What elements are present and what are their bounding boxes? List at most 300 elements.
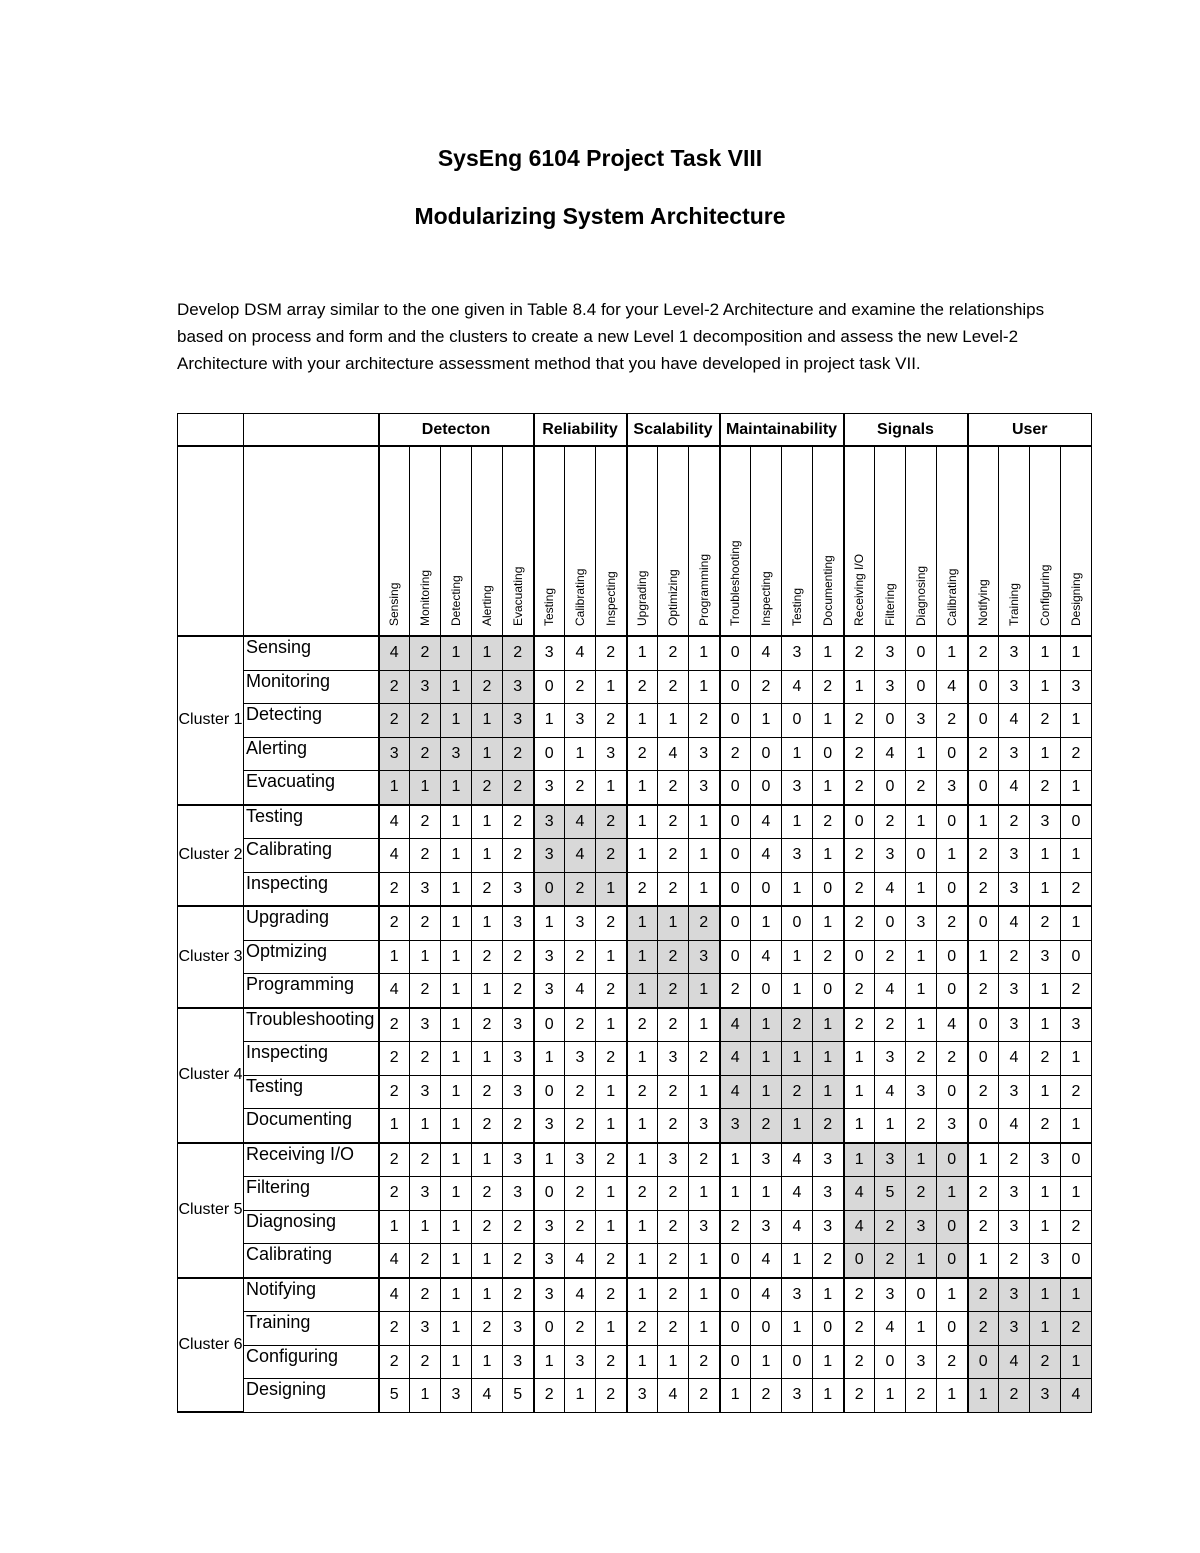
dsm-cell: 1	[813, 1345, 844, 1379]
dsm-cell: 1	[441, 1075, 472, 1109]
dsm-cell: 4	[751, 636, 782, 670]
dsm-cell: 2	[968, 1278, 999, 1312]
dsm-cell: 2	[596, 1042, 627, 1076]
dsm-cell: 1	[813, 636, 844, 670]
row-label: Inspecting	[244, 1042, 379, 1076]
dsm-cell: 3	[813, 1143, 844, 1177]
dsm-cell: 0	[720, 771, 751, 805]
dsm-cell: 2	[410, 1345, 441, 1379]
dsm-cell: 1	[534, 906, 565, 940]
dsm-cell: 3	[503, 1177, 534, 1211]
dsm-cell: 1	[441, 1278, 472, 1312]
dsm-cell: 2	[627, 737, 658, 771]
dsm-row	[178, 1244, 1092, 1278]
dsm-cell: 2	[658, 1075, 689, 1109]
dsm-cell: 1	[751, 906, 782, 940]
dsm-cell: 1	[1061, 1177, 1092, 1211]
row-label: Diagnosing	[244, 1210, 379, 1244]
dsm-cell: 4	[999, 1109, 1030, 1143]
dsm-cell: 2	[1061, 1075, 1092, 1109]
dsm-cell: 0	[875, 704, 906, 738]
dsm-cell: 1	[689, 1075, 720, 1109]
dsm-cell: 4	[658, 737, 689, 771]
dsm-row	[178, 1042, 1092, 1076]
dsm-cell: 1	[379, 1210, 410, 1244]
dsm-cell: 0	[937, 1143, 968, 1177]
dsm-cell: 2	[472, 1177, 503, 1211]
dsm-cell: 0	[720, 839, 751, 873]
dsm-cell: 3	[1030, 940, 1061, 974]
dsm-cell: 1	[906, 1143, 937, 1177]
dsm-cell: 3	[875, 1278, 906, 1312]
dsm-cell: 2	[627, 1312, 658, 1346]
dsm-cell: 2	[968, 1312, 999, 1346]
dsm-cell: 1	[720, 1379, 751, 1413]
dsm-cell: 3	[999, 974, 1030, 1008]
dsm-cell: 0	[1061, 805, 1092, 839]
dsm-cell: 2	[1030, 771, 1061, 805]
column-header	[999, 446, 1030, 636]
dsm-cell: 1	[906, 1008, 937, 1042]
dsm-cell: 2	[596, 1379, 627, 1413]
dsm-cell: 2	[875, 1244, 906, 1278]
dsm-cell: 0	[906, 670, 937, 704]
cluster-label: Cluster 6	[178, 1278, 244, 1413]
dsm-cell: 1	[782, 1042, 813, 1076]
dsm-cell: 3	[1030, 1379, 1061, 1413]
dsm-cell: 1	[472, 1042, 503, 1076]
column-header-label: Upgrading	[635, 570, 650, 626]
dsm-cell: 2	[596, 974, 627, 1008]
dsm-cell: 2	[1030, 906, 1061, 940]
dsm-cell: 1	[627, 906, 658, 940]
dsm-cell: 1	[379, 771, 410, 805]
dsm-cell: 4	[751, 1244, 782, 1278]
dsm-cell: 3	[565, 704, 596, 738]
dsm-cell: 2	[658, 1312, 689, 1346]
dsm-cell: 3	[410, 1312, 441, 1346]
column-header	[875, 446, 906, 636]
dsm-cell: 1	[844, 670, 875, 704]
dsm-cell: 3	[410, 670, 441, 704]
dsm-cell: 4	[937, 670, 968, 704]
dsm-cell: 2	[844, 1008, 875, 1042]
dsm-cell: 1	[596, 872, 627, 906]
dsm-cell: 1	[844, 1042, 875, 1076]
dsm-cell: 2	[472, 670, 503, 704]
cluster-label: Cluster 3	[178, 906, 244, 1008]
dsm-cell: 2	[813, 1244, 844, 1278]
column-group-header: Maintainability	[720, 414, 844, 447]
dsm-cell: 1	[906, 872, 937, 906]
dsm-cell: 2	[720, 1210, 751, 1244]
dsm-cell: 0	[875, 1345, 906, 1379]
row-label: Testing	[244, 1075, 379, 1109]
dsm-cell: 3	[999, 1008, 1030, 1042]
dsm-cell: 1	[441, 974, 472, 1008]
dsm-cell: 2	[689, 1143, 720, 1177]
dsm-cell: 3	[689, 771, 720, 805]
dsm-row	[178, 872, 1092, 906]
dsm-cell: 2	[999, 1143, 1030, 1177]
column-header	[503, 446, 534, 636]
dsm-cell: 0	[720, 1278, 751, 1312]
document-title: SysEng 6104 Project Task VIII	[437, 145, 763, 171]
dsm-cell: 0	[968, 1345, 999, 1379]
dsm-cell: 3	[782, 1379, 813, 1413]
column-header-label: Documenting	[820, 554, 835, 626]
dsm-cell: 1	[1030, 974, 1061, 1008]
dsm-cell: 2	[565, 1008, 596, 1042]
dsm-cell: 2	[472, 1075, 503, 1109]
column-header	[410, 446, 441, 636]
dsm-cell: 1	[844, 1109, 875, 1143]
dsm-cell: 2	[627, 1075, 658, 1109]
dsm-cell: 1	[658, 906, 689, 940]
dsm-cell: 1	[782, 737, 813, 771]
dsm-cell: 3	[1061, 670, 1092, 704]
dsm-cell: 3	[503, 704, 534, 738]
cluster-label: Cluster 2	[178, 805, 244, 907]
column-header-label: Designing	[1069, 572, 1083, 626]
dsm-cell: 3	[999, 636, 1030, 670]
dsm-cell: 4	[565, 974, 596, 1008]
dsm-cell: 3	[999, 872, 1030, 906]
dsm-row	[178, 636, 1092, 670]
header-blank-cell	[244, 446, 379, 636]
dsm-cell: 1	[937, 636, 968, 670]
dsm-cell: 1	[627, 940, 658, 974]
dsm-cell: 2	[875, 1008, 906, 1042]
dsm-cell: 2	[596, 906, 627, 940]
dsm-cell: 0	[720, 906, 751, 940]
dsm-cell: 2	[596, 704, 627, 738]
dsm-cell: 3	[875, 1143, 906, 1177]
dsm-cell: 2	[844, 1278, 875, 1312]
dsm-cell: 1	[689, 872, 720, 906]
dsm-cell: 3	[410, 1075, 441, 1109]
row-label: Inspecting	[244, 872, 379, 906]
row-label: Configuring	[244, 1345, 379, 1379]
dsm-cell: 1	[441, 872, 472, 906]
dsm-cell: 0	[906, 636, 937, 670]
dsm-cell: 2	[720, 737, 751, 771]
dsm-cell: 1	[627, 636, 658, 670]
dsm-cell: 2	[813, 670, 844, 704]
dsm-cell: 2	[503, 940, 534, 974]
dsm-cell: 2	[968, 872, 999, 906]
dsm-cell: 1	[441, 1345, 472, 1379]
dsm-cell: 4	[379, 1278, 410, 1312]
dsm-cell: 1	[720, 1177, 751, 1211]
dsm-cell: 1	[689, 1177, 720, 1211]
dsm-cell: 1	[441, 1177, 472, 1211]
dsm-cell: 2	[472, 1109, 503, 1143]
dsm-row	[178, 1278, 1092, 1312]
dsm-cell: 3	[410, 872, 441, 906]
dsm-cell: 0	[844, 805, 875, 839]
dsm-cell: 1	[441, 1143, 472, 1177]
dsm-cell: 3	[1030, 805, 1061, 839]
dsm-cell: 2	[410, 1278, 441, 1312]
dsm-cell: 2	[813, 805, 844, 839]
dsm-cell: 1	[751, 1042, 782, 1076]
dsm-cell: 2	[565, 1210, 596, 1244]
dsm-cell: 4	[782, 1143, 813, 1177]
dsm-cell: 2	[875, 940, 906, 974]
dsm-cell: 0	[751, 737, 782, 771]
dsm-cell: 2	[596, 1143, 627, 1177]
dsm-cell: 0	[534, 872, 565, 906]
column-header	[379, 446, 410, 636]
column-header-label: Alerting	[480, 584, 494, 626]
dsm-cell: 3	[689, 737, 720, 771]
dsm-cell: 3	[999, 1210, 1030, 1244]
dsm-cell: 1	[627, 805, 658, 839]
dsm-cell: 3	[441, 737, 472, 771]
dsm-cell: 4	[379, 805, 410, 839]
dsm-cell: 3	[875, 1042, 906, 1076]
dsm-cell: 1	[782, 974, 813, 1008]
dsm-row	[178, 1109, 1092, 1143]
dsm-cell: 1	[379, 1109, 410, 1143]
dsm-cell: 1	[813, 1278, 844, 1312]
dsm-cell: 1	[534, 1042, 565, 1076]
dsm-cell: 1	[627, 771, 658, 805]
dsm-cell: 3	[596, 737, 627, 771]
column-header-label: Calibrating	[944, 568, 959, 626]
column-header	[1061, 446, 1092, 636]
column-header	[472, 446, 503, 636]
dsm-cell: 2	[751, 670, 782, 704]
dsm-cell: 0	[937, 805, 968, 839]
dsm-cell: 2	[410, 1143, 441, 1177]
dsm-cell: 1	[813, 1042, 844, 1076]
dsm-cell: 1	[627, 1143, 658, 1177]
dsm-cell: 2	[968, 1177, 999, 1211]
dsm-cell: 1	[906, 737, 937, 771]
dsm-cell: 2	[565, 1177, 596, 1211]
dsm-cell: 3	[906, 1210, 937, 1244]
dsm-cell: 2	[968, 1210, 999, 1244]
dsm-cell: 0	[813, 872, 844, 906]
dsm-cell: 4	[751, 940, 782, 974]
dsm-cell: 1	[441, 940, 472, 974]
dsm-cell: 2	[596, 805, 627, 839]
dsm-cell: 4	[379, 839, 410, 873]
dsm-cell: 2	[596, 839, 627, 873]
dsm-cell: 1	[441, 704, 472, 738]
dsm-cell: 2	[937, 704, 968, 738]
dsm-cell: 0	[906, 1278, 937, 1312]
dsm-cell: 1	[565, 737, 596, 771]
dsm-cell: 2	[906, 1042, 937, 1076]
dsm-cell: 1	[689, 1278, 720, 1312]
dsm-cell: 1	[534, 1143, 565, 1177]
dsm-cell: 2	[813, 940, 844, 974]
dsm-cell: 4	[1061, 1379, 1092, 1413]
dsm-row	[178, 906, 1092, 940]
dsm-cell: 2	[875, 1210, 906, 1244]
dsm-cell: 2	[1061, 737, 1092, 771]
dsm-cell: 2	[906, 1177, 937, 1211]
dsm-cell: 1	[689, 839, 720, 873]
dsm-cell: 1	[782, 1109, 813, 1143]
dsm-cell: 2	[1061, 974, 1092, 1008]
dsm-cell: 1	[410, 940, 441, 974]
dsm-cell: 4	[379, 974, 410, 1008]
dsm-cell: 2	[844, 1345, 875, 1379]
dsm-cell: 2	[937, 1042, 968, 1076]
dsm-cell: 4	[937, 1008, 968, 1042]
dsm-cell: 3	[751, 1143, 782, 1177]
dsm-cell: 2	[658, 940, 689, 974]
dsm-cell: 1	[1030, 1075, 1061, 1109]
dsm-row	[178, 771, 1092, 805]
dsm-cell: 3	[534, 839, 565, 873]
dsm-cell: 1	[813, 1075, 844, 1109]
dsm-cell: 1	[658, 1345, 689, 1379]
dsm-cell: 2	[937, 1345, 968, 1379]
dsm-cell: 2	[565, 940, 596, 974]
cluster-label: Cluster 5	[178, 1143, 244, 1278]
column-header	[782, 446, 813, 636]
dsm-cell: 0	[968, 1042, 999, 1076]
dsm-cell: 3	[534, 805, 565, 839]
dsm-cell: 2	[410, 1042, 441, 1076]
dsm-cell: 2	[410, 906, 441, 940]
dsm-cell: 1	[1061, 839, 1092, 873]
row-label: Testing	[244, 805, 379, 839]
dsm-cell: 2	[1061, 1210, 1092, 1244]
dsm-cell: 2	[472, 771, 503, 805]
dsm-cell: 2	[999, 940, 1030, 974]
dsm-cell: 4	[565, 1278, 596, 1312]
column-header-label: Calibrating	[573, 568, 587, 626]
dsm-cell: 1	[1061, 1278, 1092, 1312]
dsm-cell: 3	[658, 1042, 689, 1076]
dsm-cell: 2	[627, 872, 658, 906]
dsm-cell: 2	[596, 1278, 627, 1312]
dsm-cell: 2	[658, 805, 689, 839]
column-header-label: Monitoring	[418, 569, 432, 626]
dsm-cell: 2	[503, 839, 534, 873]
row-label: Calibrating	[244, 839, 379, 873]
dsm-cell: 4	[658, 1379, 689, 1413]
row-label: Sensing	[244, 636, 379, 670]
dsm-cell: 1	[379, 940, 410, 974]
dsm-cell: 2	[565, 1109, 596, 1143]
dsm-cell: 2	[844, 906, 875, 940]
dsm-row	[178, 737, 1092, 771]
dsm-cell: 2	[627, 670, 658, 704]
dsm-cell: 2	[627, 1008, 658, 1042]
dsm-cell: 0	[534, 670, 565, 704]
dsm-cell: 0	[720, 1345, 751, 1379]
dsm-cell: 2	[658, 872, 689, 906]
dsm-cell: 4	[999, 1345, 1030, 1379]
dsm-cell: 0	[1061, 940, 1092, 974]
dsm-cell: 2	[689, 1379, 720, 1413]
document-subtitle: Modularizing System Architecture	[414, 203, 786, 229]
dsm-cell: 2	[999, 1379, 1030, 1413]
dsm-cell: 1	[441, 1244, 472, 1278]
dsm-row	[178, 1312, 1092, 1346]
dsm-cell: 1	[689, 636, 720, 670]
dsm-cell: 1	[689, 805, 720, 839]
dsm-cell: 1	[1030, 1210, 1061, 1244]
dsm-cell: 0	[937, 872, 968, 906]
dsm-cell: 1	[534, 1345, 565, 1379]
column-group-header: Detecton	[379, 414, 534, 447]
dsm-cell: 2	[968, 839, 999, 873]
dsm-cell: 2	[503, 805, 534, 839]
dsm-cell: 1	[441, 1008, 472, 1042]
dsm-cell: 3	[565, 1143, 596, 1177]
dsm-cell: 1	[689, 1244, 720, 1278]
column-header	[441, 446, 472, 636]
dsm-cell: 1	[472, 839, 503, 873]
row-label: Documenting	[244, 1109, 379, 1143]
dsm-cell: 0	[937, 1210, 968, 1244]
dsm-cell: 0	[937, 974, 968, 1008]
dsm-cell: 1	[782, 1244, 813, 1278]
dsm-cell: 1	[1061, 771, 1092, 805]
dsm-cell: 2	[503, 1109, 534, 1143]
dsm-cell: 4	[875, 974, 906, 1008]
dsm-cell: 0	[968, 704, 999, 738]
dsm-cell: 0	[720, 670, 751, 704]
dsm-cell: 1	[472, 737, 503, 771]
row-label: Programming	[244, 974, 379, 1008]
dsm-cell: 1	[472, 636, 503, 670]
column-header-label: Inspecting	[603, 570, 618, 626]
column-header	[937, 446, 968, 636]
dsm-cell: 4	[999, 1042, 1030, 1076]
dsm-cell: 1	[441, 1109, 472, 1143]
dsm-cell: 2	[968, 737, 999, 771]
dsm-cell: 0	[968, 906, 999, 940]
dsm-cell: 2	[689, 1042, 720, 1076]
column-header-label: Evacuating	[510, 566, 525, 626]
dsm-cell: 0	[720, 636, 751, 670]
dsm-cell: 3	[534, 1109, 565, 1143]
dsm-cell: 2	[503, 737, 534, 771]
dsm-cell: 1	[441, 1312, 472, 1346]
dsm-cell: 2	[844, 872, 875, 906]
row-label: Optmizing	[244, 940, 379, 974]
dsm-cell: 3	[1061, 1008, 1092, 1042]
dsm-cell: 3	[782, 839, 813, 873]
dsm-cell: 3	[534, 636, 565, 670]
column-header	[596, 446, 627, 636]
dsm-cell: 2	[689, 1345, 720, 1379]
dsm-cell: 2	[596, 1244, 627, 1278]
dsm-cell: 1	[782, 1312, 813, 1346]
dsm-cell: 4	[751, 805, 782, 839]
dsm-cell: 3	[689, 940, 720, 974]
dsm-cell: 2	[565, 771, 596, 805]
dsm-cell: 1	[1030, 839, 1061, 873]
dsm-cell: 1	[410, 1210, 441, 1244]
dsm-row	[178, 1345, 1092, 1379]
cluster-label: Cluster 4	[178, 1008, 244, 1143]
dsm-cell: 1	[751, 1008, 782, 1042]
row-label: Troubleshooting	[244, 1008, 379, 1042]
dsm-cell: 4	[472, 1379, 503, 1413]
dsm-cell: 2	[844, 771, 875, 805]
dsm-cell: 1	[658, 704, 689, 738]
